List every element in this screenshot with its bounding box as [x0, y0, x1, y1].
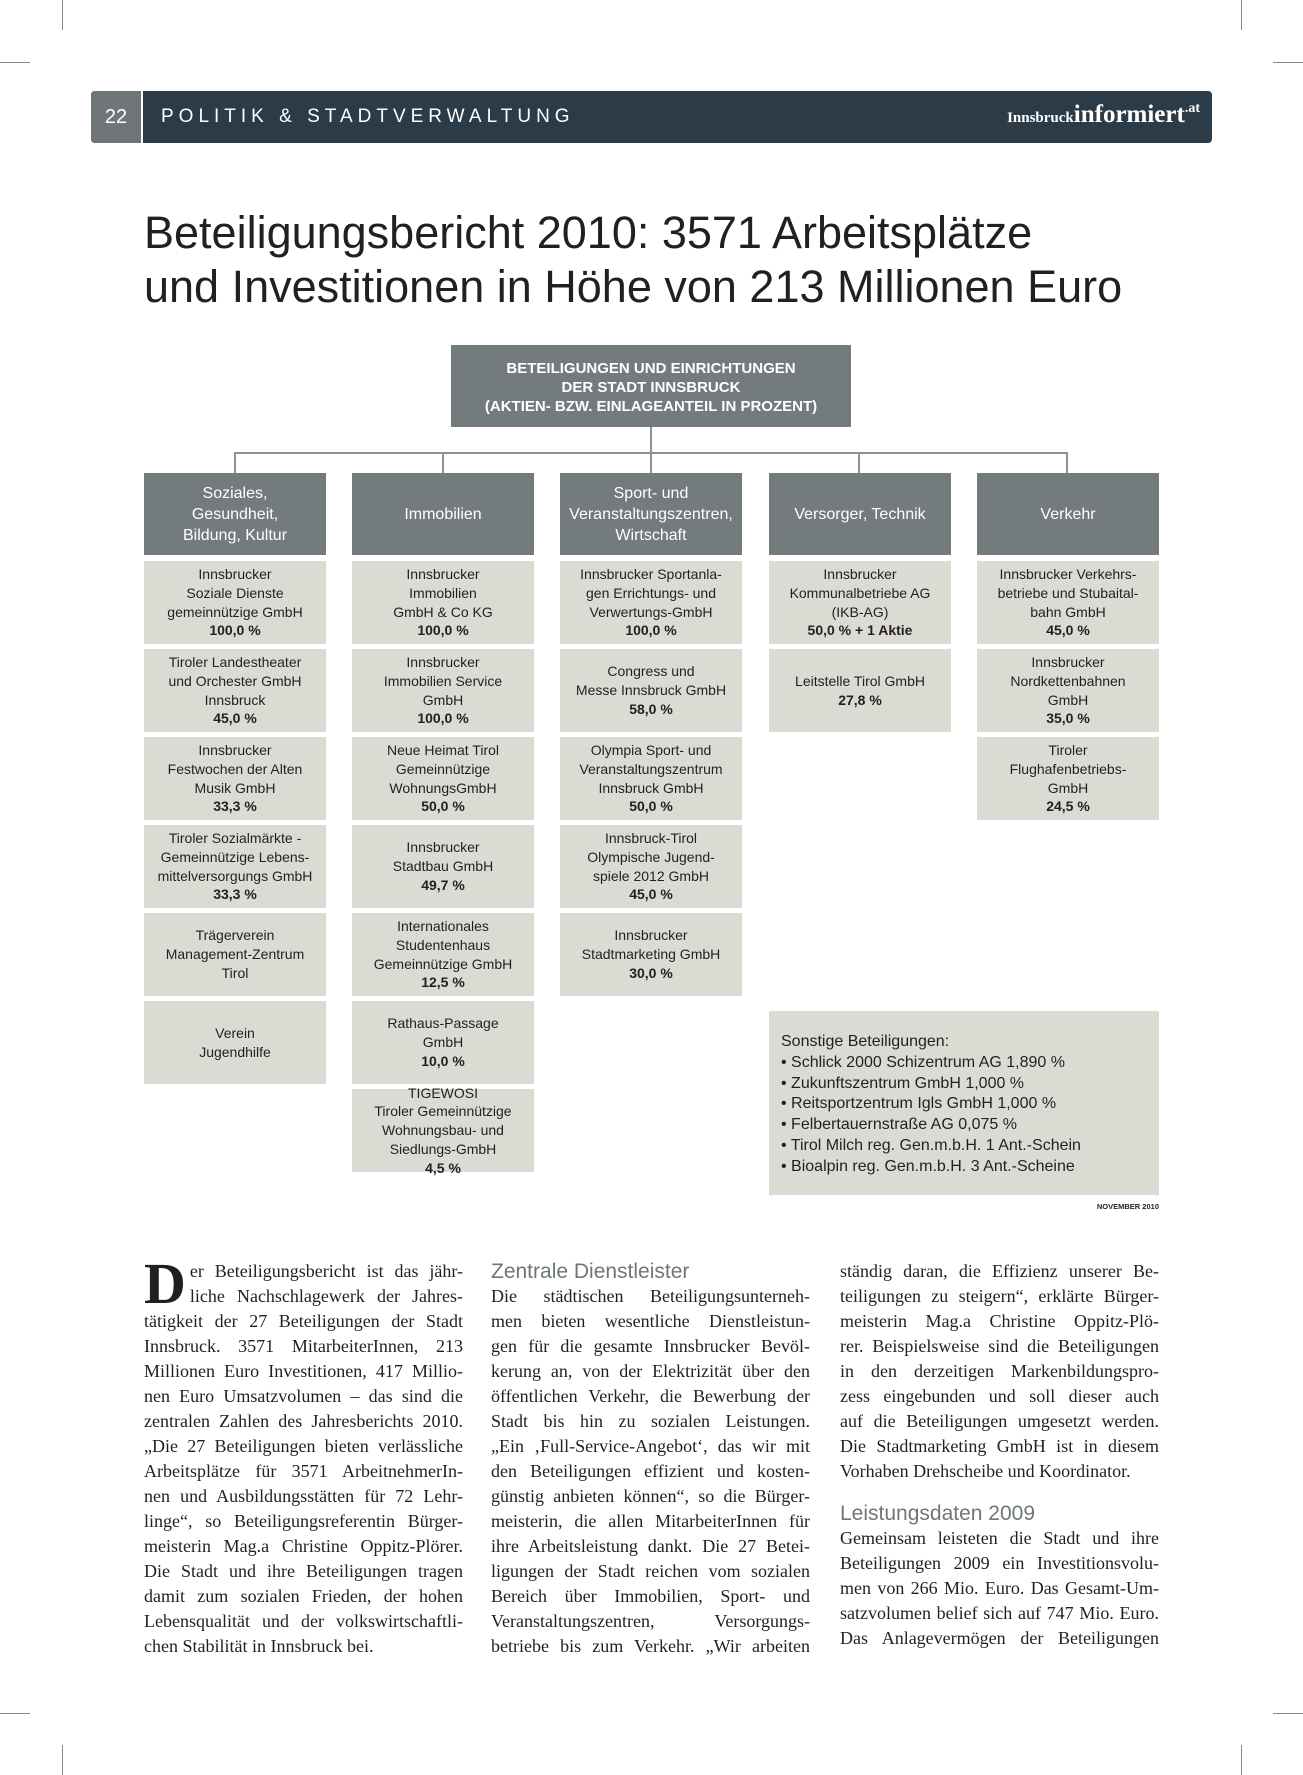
category-label: Versorger, Technik	[794, 505, 926, 523]
category-label: Bildung, Kultur	[182, 526, 288, 544]
text-line: öffentlichen Verkehr, die Bewerbung der	[491, 1386, 810, 1406]
company-cell	[144, 561, 326, 644]
company-name: Innsbrucker	[1031, 654, 1105, 671]
text-line: Gemeinsam leisteten die Stadt und ihre	[840, 1528, 1159, 1548]
company-cell	[352, 737, 534, 820]
company-name: Congress und	[607, 663, 695, 680]
text-line: satzvolumen belief sich auf 747 Mio. Euro.	[840, 1603, 1159, 1623]
company-cell	[560, 649, 742, 732]
company-name: Innsbrucker	[406, 566, 480, 583]
company-cell	[144, 737, 326, 820]
text-line: tätigkeit der 27 Beteiligungen der Stadt	[144, 1311, 463, 1331]
connector-line	[234, 452, 1068, 454]
company-name: Gemeinnützige	[395, 760, 491, 777]
company-cell	[144, 825, 326, 908]
other-holding-item: • Bioalpin reg. Gen.m.b.H. 3 Ant.-Scheine	[781, 1157, 1075, 1175]
company-name: Tiroler Gemeinnützige	[374, 1103, 512, 1120]
crop-mark	[0, 1713, 30, 1714]
text-line: liche Nachschlagewerk der Jahres-	[189, 1286, 463, 1306]
crop-mark	[62, 1745, 63, 1775]
text-line: Vorhaben Drehscheibe und Koordinator.	[840, 1461, 1131, 1481]
company-cell	[352, 1084, 534, 1176]
company-cell	[977, 649, 1159, 732]
category-header	[144, 473, 326, 555]
text-line: Die Stadt und ihre Beteiligungen tragen	[144, 1561, 463, 1581]
crop-mark	[1273, 1713, 1303, 1714]
company-name: Tirol	[221, 964, 249, 981]
share-percent: 50,0 %	[629, 798, 673, 815]
text-line: Das Anlagevermögen der Beteiligungen	[840, 1628, 1159, 1648]
company-name: Verwertungs-GmbH	[589, 603, 713, 620]
share-percent: 30,0 %	[629, 964, 673, 981]
company-name: Musik GmbH	[194, 779, 276, 796]
company-name: Verein	[215, 1024, 255, 1041]
company-cell	[560, 737, 742, 820]
company-name: mittelversorgungs GmbH	[157, 867, 313, 884]
other-holding-item: • Schlick 2000 Schizentrum AG 1,890 %	[781, 1053, 1065, 1071]
company-name: Gemeinnützige Lebens-	[160, 848, 310, 865]
company-name: GmbH & Co KG	[393, 603, 493, 620]
text-line: kerung an, von der Elektrizität über den	[491, 1361, 810, 1381]
text-line: meisterin Mag.a Christine Oppitz-Plörer.	[144, 1536, 463, 1556]
company-cell	[560, 825, 742, 908]
text-line: zess eingebunden und soll dieser auch	[840, 1386, 1159, 1406]
text-line: ligungen der Stadt reichen vom sozialen	[491, 1561, 810, 1581]
text-line: meisterin Mag.a Christine Oppitz-Plö-	[840, 1311, 1159, 1331]
company-cell	[769, 561, 951, 644]
text-line: men bieten wesentliche Dienstleistun-	[491, 1311, 810, 1331]
company-name: GmbH	[1047, 779, 1089, 796]
drop-cap: D	[144, 1251, 186, 1316]
category-label: Sport- und	[613, 484, 689, 502]
company-name: Olympische Jugend-	[587, 848, 715, 865]
company-name: Rathaus-Passage	[387, 1015, 499, 1032]
company-cell	[144, 1001, 326, 1084]
company-cell	[352, 913, 534, 996]
company-name: Wohnungsbau- und	[382, 1122, 504, 1139]
company-name: Management-Zentrum	[165, 946, 305, 963]
share-percent: 58,0 %	[629, 700, 673, 717]
text-line: Stadt bis hin zu sozialen Leistungen.	[491, 1411, 810, 1431]
category-header	[352, 473, 534, 555]
subheading: Zentrale Dienstleister	[491, 1260, 690, 1283]
text-line: teiligungen zu steigern“, erklärte Bürger-	[840, 1286, 1159, 1306]
share-percent: 50,0 %	[421, 798, 465, 815]
text-line: Lebensqualität und der volkswirtschaftli-	[144, 1611, 463, 1631]
text-line: Millionen Euro Investitionen, 417 Millio-	[144, 1361, 463, 1381]
company-cell	[977, 737, 1159, 820]
share-percent: 45,0 %	[1046, 622, 1090, 639]
text-line: nen Euro Umsatzvolumen – das sind die	[144, 1386, 463, 1406]
company-name: TIGEWOSI	[408, 1084, 478, 1101]
share-percent: 100,0 %	[417, 710, 469, 727]
company-name: Stadtbau GmbH	[392, 858, 494, 875]
share-percent: 35,0 %	[1046, 710, 1090, 727]
text-line: damit zum sozialen Frieden, der hohen	[144, 1586, 463, 1606]
text-line: rer. Beispielsweise sind die Beteiligungen	[840, 1336, 1159, 1356]
text-line: Veranstaltungszentren, Versorgungs-	[491, 1611, 810, 1631]
company-name: GmbH	[422, 691, 464, 708]
company-name: Innsbrucker	[198, 566, 272, 583]
company-name: gemeinnützige GmbH	[167, 603, 303, 620]
share-percent: 45,0 %	[213, 710, 257, 727]
org-column	[769, 473, 951, 737]
text-line: nen und Ausbildungsstätten für 72 Lehr-	[144, 1486, 463, 1506]
company-name: Jugendhilfe	[199, 1043, 271, 1060]
connector-line	[442, 452, 444, 473]
other-holding-item: • Felbertauernstraße AG 0,075 %	[781, 1116, 1017, 1134]
crop-mark	[1241, 0, 1242, 30]
text-line: Innsbruck. 3571 MitarbeiterInnen, 213	[144, 1336, 463, 1356]
company-name: Flughafenbetriebs-	[1009, 760, 1127, 777]
company-name: WohnungsGmbH	[389, 779, 497, 796]
company-name: betriebe und Stubaital-	[997, 584, 1139, 601]
company-name: Siedlungs-GmbH	[389, 1140, 497, 1157]
other-holding-item: • Zukunftszentrum GmbH 1,000 %	[781, 1074, 1025, 1092]
text-line: betriebe bis zum Verkehr. „Wir arbeiten	[491, 1636, 810, 1656]
text-line: chen Stabilität in Innsbruck bei.	[144, 1636, 374, 1656]
company-name: (IKB-AG)	[831, 603, 889, 620]
company-name: Gemeinnützige GmbH	[373, 955, 513, 972]
company-name: Innsbrucker Sportanla-	[580, 566, 722, 583]
company-cell	[352, 1001, 534, 1084]
share-percent: 100,0 %	[417, 622, 469, 639]
share-percent: 4,5 %	[425, 1159, 461, 1176]
company-name: Immobilien Service	[383, 672, 503, 689]
org-column	[977, 473, 1159, 825]
crop-mark	[1273, 62, 1303, 63]
company-name: Veranstaltungszentrum	[579, 760, 723, 777]
company-cell	[144, 649, 326, 732]
logo: Innsbruckinformiert.at	[1007, 101, 1200, 128]
share-percent: 24,5 %	[1046, 798, 1090, 815]
company-name: Tiroler Sozialmärkte -	[168, 830, 302, 847]
share-percent: 100,0 %	[625, 622, 677, 639]
text-line: men von 266 Mio. Euro. Das Gesamt-Um-	[840, 1578, 1159, 1598]
company-name: Immobilien	[409, 584, 477, 601]
company-name: Innsbrucker Verkehrs-	[999, 566, 1137, 583]
share-percent: 33,3 %	[213, 798, 257, 815]
company-name: gen Errichtungs- und	[586, 584, 716, 601]
company-name: Innsbruck GmbH	[598, 779, 704, 796]
company-name: Nordkettenbahnen	[1010, 672, 1126, 689]
org-column	[560, 473, 742, 1001]
category-label: Wirtschaft	[615, 526, 687, 544]
connector-line	[1066, 452, 1068, 473]
company-name: und Orchester GmbH	[168, 672, 302, 689]
text-line: in den derzeitigen Markenbildungspro-	[840, 1361, 1159, 1381]
category-label: Soziales,	[202, 484, 268, 502]
subheading: Leistungsdaten 2009	[840, 1502, 1035, 1525]
text-line: ihre Arbeitsleistung dankt. Die 27 Betei-	[491, 1536, 810, 1556]
company-cell	[144, 913, 326, 996]
crop-mark	[1241, 1745, 1242, 1775]
connector-line	[234, 452, 236, 473]
text-line: „Ein ‚Full-Service-Angebot‘, das wir mit	[491, 1436, 810, 1456]
text-line: gen für die gesamte Innsbrucker Bevöl-	[491, 1336, 810, 1356]
company-name: Stadtmarketing GmbH	[581, 946, 721, 963]
share-percent: 10,0 %	[421, 1052, 465, 1069]
crop-mark	[62, 0, 63, 30]
company-cell	[560, 561, 742, 644]
other-holdings-box	[769, 1011, 1159, 1195]
category-label: Immobilien	[404, 505, 482, 523]
text-line: linge“, so Beteiligungsreferentin Bürger-	[144, 1511, 463, 1531]
page-number: 22	[91, 91, 143, 143]
category-label: Gesundheit,	[191, 505, 279, 523]
company-name: Messe Innsbruck GmbH	[575, 682, 727, 699]
category-label: Veranstaltungszentren,	[569, 505, 733, 523]
company-name: Leitstelle Tirol GmbH	[795, 672, 925, 689]
other-holding-item: • Tirol Milch reg. Gen.m.b.H. 1 Ant.-Schein	[781, 1136, 1081, 1154]
company-name: Innsbrucker	[823, 566, 897, 583]
crop-mark	[0, 62, 30, 63]
company-name: Innsbruck-Tirol	[604, 830, 698, 847]
company-name: Tiroler Landestheater	[168, 654, 302, 671]
text-line: er Beteiligungsbericht ist das jähr-	[189, 1261, 463, 1281]
share-percent: 100,0 %	[209, 622, 261, 639]
text-line: Arbeitsplätze für 3571 ArbeitnehmerIn-	[144, 1461, 463, 1481]
company-cell	[560, 913, 742, 996]
company-name: Innsbrucker	[614, 927, 688, 944]
company-name: Trägerverein	[195, 927, 275, 944]
share-percent: 33,3 %	[213, 886, 257, 903]
article-title: Beteiligungsbericht 2010: 3571 Arbeitsplätze und Investitionen in Höhe von 213 Millionen Euro	[144, 207, 1123, 312]
text-line: den Beteiligungen effizient und kosten-	[491, 1461, 810, 1481]
company-name: GmbH	[422, 1034, 464, 1051]
connector-line	[650, 427, 652, 473]
company-name: Tiroler	[1048, 742, 1088, 759]
page-header	[91, 91, 1212, 143]
company-name: GmbH	[1047, 691, 1089, 708]
other-holdings-title: Sonstige Beteiligungen:	[781, 1033, 950, 1050]
company-cell	[769, 649, 951, 732]
text-line: zentralen Zahlen des Jahresberichts 2010.	[144, 1411, 463, 1431]
share-percent: 50,0 % + 1 Aktie	[807, 622, 913, 639]
connector-line	[858, 452, 860, 473]
company-name: Innsbruck	[204, 691, 266, 708]
company-name: Innsbrucker	[406, 654, 480, 671]
article-column-3	[840, 1259, 1159, 1651]
category-label: Verkehr	[1040, 505, 1096, 523]
company-name: Neue Heimat Tirol	[386, 742, 500, 759]
company-cell	[352, 825, 534, 908]
text-line: Bereich über Immobilien, Sport- und	[491, 1586, 810, 1606]
share-percent: 45,0 %	[629, 886, 673, 903]
text-line: Beteiligungen 2009 ein Investitionsvolu-	[840, 1553, 1159, 1573]
company-name: Olympia Sport- und	[590, 742, 712, 759]
company-cell	[977, 561, 1159, 644]
company-name: spiele 2012 GmbH	[593, 867, 709, 884]
company-name: bahn GmbH	[1030, 603, 1106, 620]
share-percent: 49,7 %	[421, 876, 465, 893]
company-name: Soziale Dienste	[186, 584, 284, 601]
org-chart-root: BETEILIGUNGEN UND EINRICHTUNGEN DER STADT INNSBRUCK (AKTIEN- BZW. EINLAGEANTEIL IN PROZENT)	[451, 345, 851, 427]
text-line: meisterin, die allen MitarbeiterInnen für	[491, 1511, 810, 1531]
text-line: ständig daran, die Effizienz unserer Be-	[840, 1261, 1159, 1281]
category-header	[560, 473, 742, 555]
text-line: günstig anbieten können“, so die Bürger-	[491, 1486, 810, 1506]
text-line: „Die 27 Beteiligungen bieten verlässliche	[144, 1436, 463, 1456]
org-column	[144, 473, 326, 1089]
org-column	[352, 473, 534, 1177]
company-name: Kommunalbetriebe AG	[789, 584, 931, 601]
category-header	[977, 473, 1159, 555]
article-column-2	[491, 1259, 810, 1659]
article-column-1	[144, 1251, 463, 1659]
section-title: POLITIK & STADTVERWALTUNG	[161, 106, 575, 127]
company-cell	[352, 649, 534, 732]
company-cell	[352, 561, 534, 644]
company-name: Studentenhaus	[395, 936, 491, 953]
company-name: Internationales	[397, 918, 489, 935]
share-percent: 27,8 %	[838, 691, 882, 708]
company-name: Festwochen der Alten	[167, 760, 303, 777]
category-header	[769, 473, 951, 555]
chart-date: NOVEMBER 2010	[1096, 1202, 1159, 1211]
company-name: Innsbrucker	[406, 839, 480, 856]
text-line: Die städtischen Beteiligungsunterneh-	[491, 1286, 810, 1306]
other-holding-item: • Reitsportzentrum Igls GmbH 1,000 %	[781, 1095, 1057, 1113]
text-line: auf die Beteiligungen umgesetzt werden.	[840, 1411, 1159, 1431]
text-line: Die Stadtmarketing GmbH ist in diesem	[840, 1436, 1159, 1456]
share-percent: 12,5 %	[421, 974, 465, 991]
company-name: Innsbrucker	[198, 742, 272, 759]
